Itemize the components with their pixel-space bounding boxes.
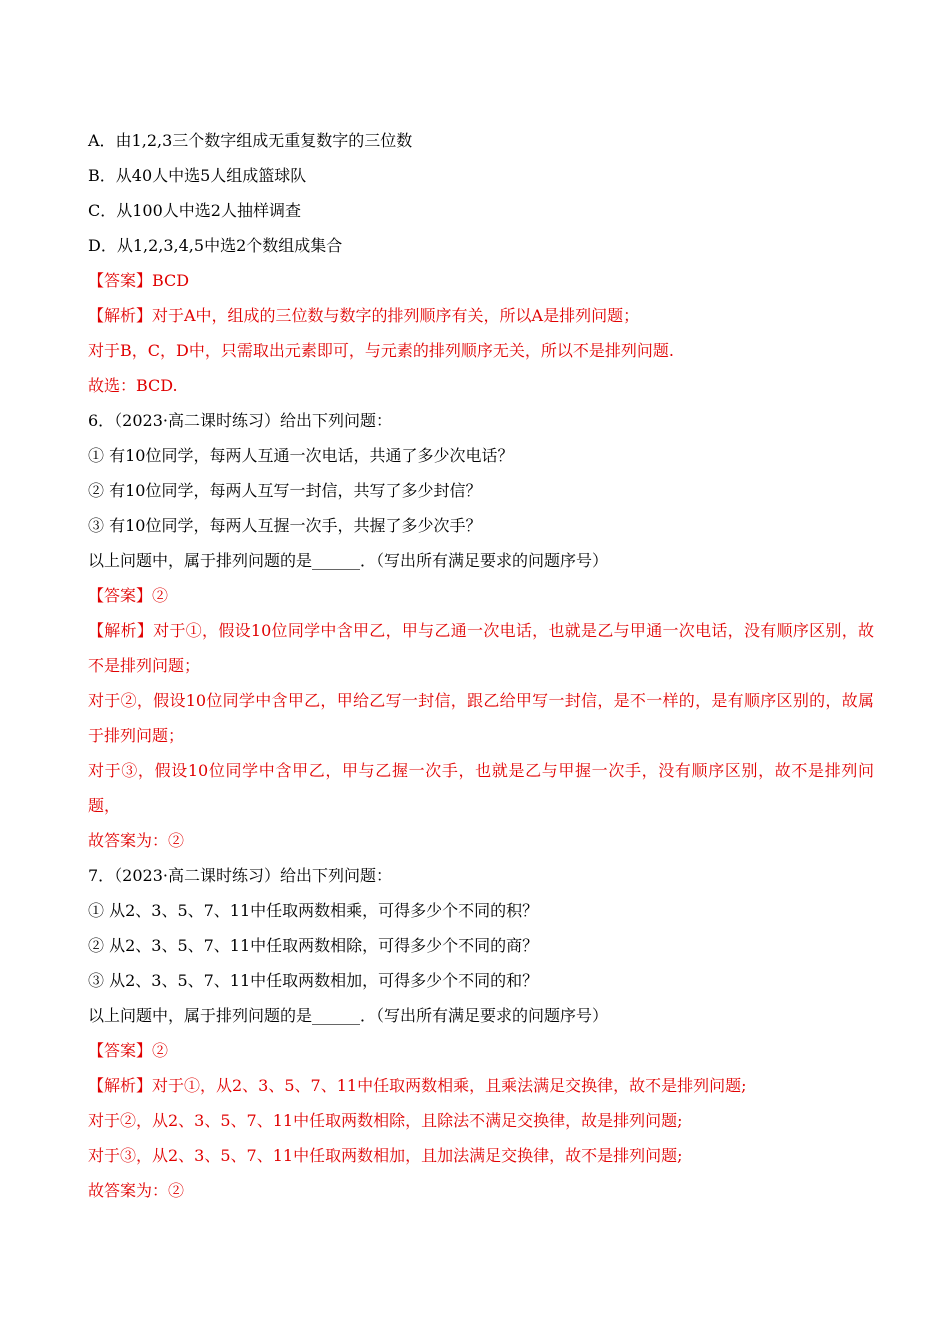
answer: 【答案】② bbox=[88, 1041, 169, 1060]
analysis-paragraph: 对于③，假设10位同学中含甲乙，甲与乙握一次手，也就是乙与甲握一次手，没有顺序区别，故不是排列问题， bbox=[88, 761, 874, 815]
document-body bbox=[88, 123, 878, 1208]
question-title: 7．（2023·高二课时练习）给出下列问题： bbox=[88, 866, 392, 885]
option-c: C．从100人中选2人抽样调查 bbox=[88, 201, 301, 220]
question-item: ② 有10位同学，每两人互写一封信，共写了多少封信？ bbox=[88, 481, 482, 500]
answer: 【答案】BCD bbox=[88, 271, 190, 290]
analysis-line: 【解析】对于A中，组成的三位数与数字的排列顺序有关，所以A是排列问题； bbox=[88, 306, 640, 325]
analysis-line: 对于③，从2、3、5、7、11中任取两数相加，且加法满足交换律，故不是排列问题; bbox=[88, 1146, 683, 1165]
analysis-conclusion: 故答案为：② bbox=[88, 1181, 185, 1200]
analysis-line: 对于②，从2、3、5、7、11中任取两数相除，且除法不满足交换律，故是排列问题; bbox=[88, 1111, 683, 1130]
analysis-line: 【解析】对于①，从2、3、5、7、11中任取两数相乘，且乘法满足交换律，故不是排列问题; bbox=[88, 1076, 747, 1095]
question-7-solution bbox=[88, 1033, 878, 1208]
option-b: B．从40人中选5人组成篮球队 bbox=[88, 166, 307, 185]
question-item: ③ 从2、3、5、7、11中任取两数相加，可得多少个不同的和？ bbox=[88, 971, 539, 990]
question-5-options bbox=[88, 123, 878, 263]
analysis-paragraph: 对于②，假设10位同学中含甲乙，甲给乙写一封信，跟乙给甲写一封信，是不一样的，是有顺序区别的，故属于排列问题； bbox=[88, 691, 874, 745]
analysis-conclusion: 故选：BCD. bbox=[88, 376, 178, 395]
analysis-conclusion: 故答案为：② bbox=[88, 831, 185, 850]
question-5-solution bbox=[88, 263, 878, 403]
question-prompt: 以上问题中，属于排列问题的是______．（写出所有满足要求的问题序号） bbox=[88, 551, 609, 570]
question-item: ③ 有10位同学，每两人互握一次手，共握了多少次手？ bbox=[88, 516, 482, 535]
question-item: ① 从2、3、5、7、11中任取两数相乘，可得多少个不同的积？ bbox=[88, 901, 539, 920]
answer: 【答案】② bbox=[88, 586, 169, 605]
question-7 bbox=[88, 858, 878, 1033]
question-item: ② 从2、3、5、7、11中任取两数相除，可得多少个不同的商？ bbox=[88, 936, 539, 955]
question-6 bbox=[88, 403, 878, 578]
option-a: A．由1,2,3三个数字组成无重复数字的三位数 bbox=[88, 131, 413, 150]
question-item: ① 有10位同学，每两人互通一次电话，共通了多少次电话？ bbox=[88, 446, 514, 465]
option-d: D．从1,2,3,4,5中选2个数组成集合 bbox=[88, 236, 343, 255]
question-title: 6．（2023·高二课时练习）给出下列问题： bbox=[88, 411, 392, 430]
analysis-paragraph: 【解析】对于①，假设10位同学中含甲乙，甲与乙通一次电话，也就是乙与甲通一次电话，没有顺序区别，故不是排列问题； bbox=[88, 621, 874, 675]
question-prompt: 以上问题中，属于排列问题的是______．（写出所有满足要求的问题序号） bbox=[88, 1006, 609, 1025]
question-6-solution bbox=[88, 578, 878, 858]
analysis-line: 对于B，C，D中，只需取出元素即可，与元素的排列顺序无关，所以不是排列问题. bbox=[88, 341, 674, 360]
